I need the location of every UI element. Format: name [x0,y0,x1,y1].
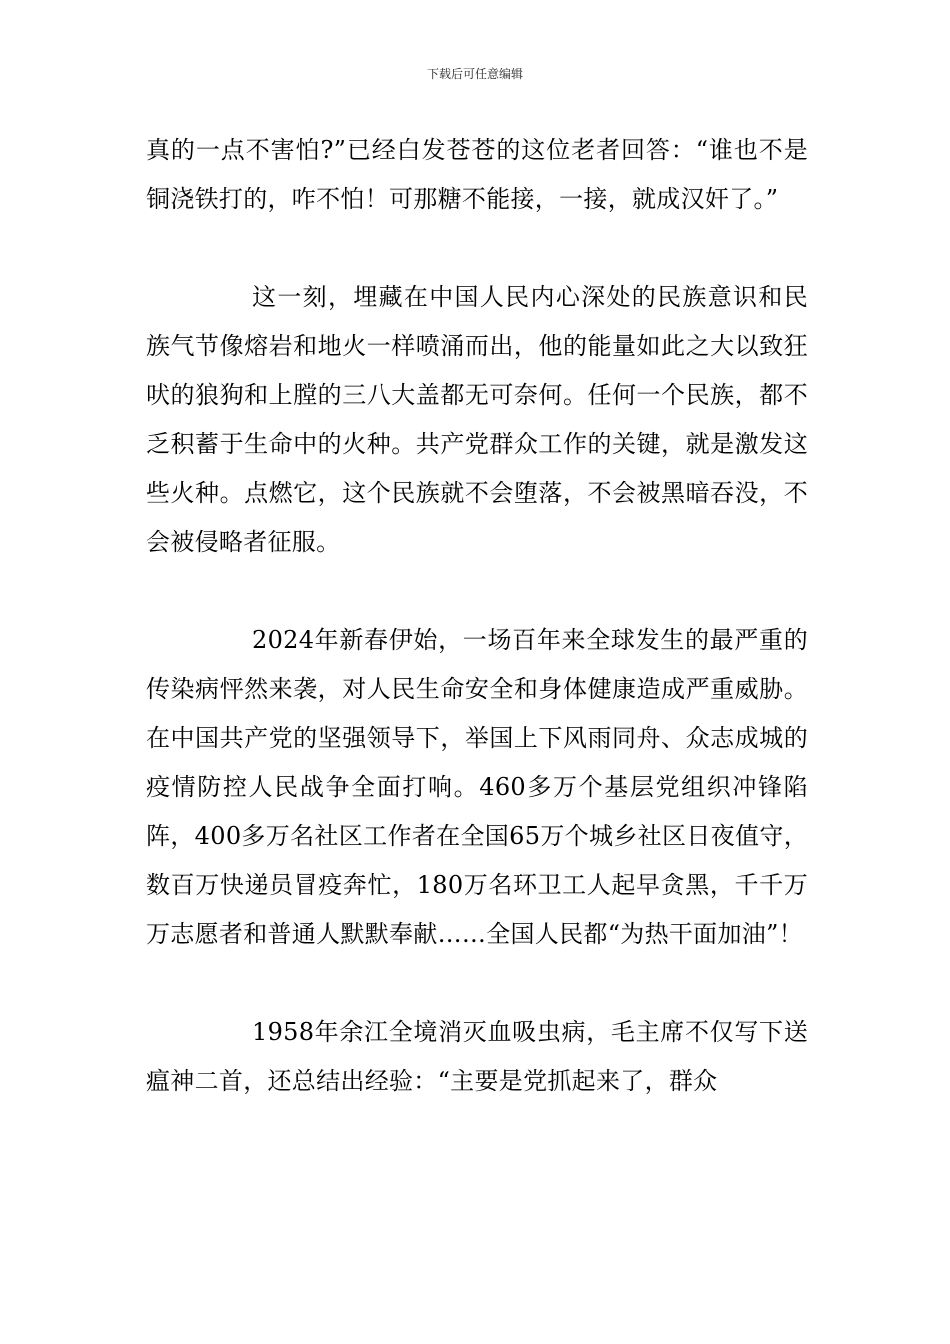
document-body [146,126,808,1106]
paragraph-4: 1958年余江全境消灭血吸虫病，毛主席不仅写下送瘟神二首，还总结出经验：“主要是党抓起来了，群众 [146,1018,808,1095]
paragraph-gap [146,224,808,273]
paragraph-2: 这一刻，埋藏在中国人民内心深处的民族意识和民族气节像熔岩和地火一样喷涌而出，他的能量如此之大以致狂吠的狼狗和上膛的三八大盖都无可奈何。任何一个民族，都不乏积蓄于生命中的火种。共产党群众工作的关键，就是激发这些火种。点燃它，这个民族就不会堕落，不会被黑暗吞没，不会被侵略者征服。 [146,283,808,556]
paragraph-gap [146,959,808,1008]
paragraph-3: 2024年新春伊始，一场百年来全球发生的最严重的传染病怦然来袭，对人民生命安全和身体健康造成严重威胁。在中国共产党的坚强领导下，举国上下风雨同舟、众志成城的疫情防控人民战争全面打响。460多万个基层党组织冲锋陷阵，400多万名社区工作者在全国65万个城乡社区日夜值守，数百万快递员冒疫奔忙，180万名环卫工人起早贪黑，千千万万志愿者和普通人默默奉献……全国人民都“为热干面加油”！ [146,626,808,948]
page-header-note: 下载后可任意编辑 [426,67,523,81]
paragraph-gap [146,567,808,616]
paragraph-1: 真的一点不害怕?”已经白发苍苍的这位老者回答：“谁也不是铜浇铁打的，咋不怕！可那糖不能接，一接，就成汉奸了。” [146,136,808,213]
